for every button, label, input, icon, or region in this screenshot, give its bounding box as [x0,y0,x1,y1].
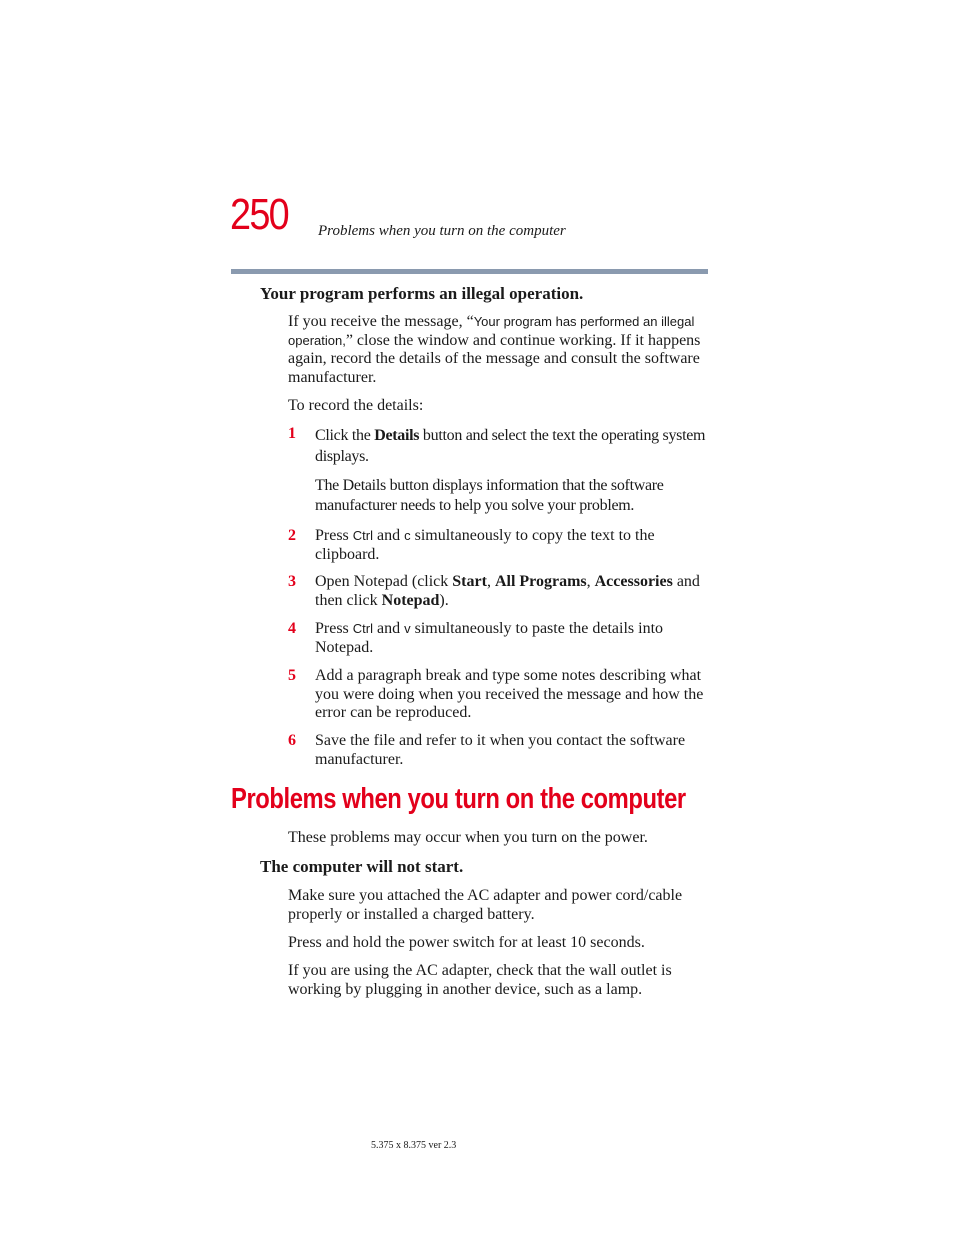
intro-pre: If you receive the message, “ [288,313,474,330]
step-3-p1: Open Notepad (click [315,573,453,590]
step-3-text [315,573,710,610]
step-2-text [315,527,710,564]
header-rule [231,269,708,274]
key-v: v [404,621,411,636]
key-ctrl: Ctrl [352,528,373,543]
to-record-text: To record the details: [288,397,424,414]
step-5-text: Add a paragraph break and type some notes describing what you were doing when you received the message and how the error can be reproduced. [315,667,704,722]
step-1-text [315,425,710,467]
step-4-p1: Press [315,620,353,637]
step-3-p2: , [486,573,495,590]
step-number-1: 1 [288,425,296,442]
error-message: Your program has performed an illegal operation, [288,314,695,348]
section-intro: These problems may occur when you turn on the power. [288,829,648,846]
running-head: Problems when you turn on the computer [318,223,566,239]
no-start-paragraph-3: If you are using the AC adapter, check that the wall outlet is working by plugging in another device, such as a lamp. [288,962,672,998]
subhead-will-not-start: The computer will not start. [260,857,464,876]
no-start-paragraph-2: Press and hold the power switch for at least 10 seconds. [288,934,645,951]
step-1-pre: Click the [315,427,375,444]
step-number-4: 4 [288,620,296,637]
step-3-p4: and then click [315,573,700,609]
step-number-5: 5 [288,667,296,684]
step-number-2: 2 [288,527,296,544]
step-2-p1: Press [315,527,353,544]
step-number-3: 3 [288,573,296,590]
start-label: Start [452,573,487,590]
intro-post: ” close the window and continue working. If it happens again, record the details of the message and consult the software manufacturer. [288,331,701,386]
page-number: 250 [230,190,288,239]
key-c: c [404,528,411,543]
details-button-label: Details [374,427,420,444]
step-4-p3: simultaneously to paste the details into Notepad. [315,620,664,656]
intro-paragraph [288,313,708,387]
subhead-illegal-operation: Your program performs an illegal operation. [260,284,584,303]
no-start-paragraph-1: Make sure you attached the AC adapter and power cord/cable properly or installed a charged battery. [288,887,683,923]
step-1-note: The Details button displays information that the software manufacturer needs to help you solve your problem. [315,477,664,514]
step-4-p2: and [373,620,405,637]
footer-version: 5.375 x 8.375 ver 2.3 [371,1140,457,1151]
all-programs-label: All Programs [494,573,587,590]
step-number-6: 6 [288,732,296,749]
step-2-p2: and [373,527,405,544]
notepad-label: Notepad [381,591,440,609]
step-3-p3: , [586,573,595,590]
section-title: Problems when you turn on the computer [231,783,686,815]
step-6-text: Save the file and refer to it when you contact the software manufacturer. [315,732,686,768]
step-2-p3: simultaneously to copy the text to the clipboard. [315,527,655,563]
step-1-post: button and select the text the operating system displays. [315,427,706,465]
step-4-text [315,620,710,657]
accessories-label: Accessories [594,573,673,590]
key-ctrl: Ctrl [352,621,373,636]
step-3-p5: ). [439,591,449,609]
